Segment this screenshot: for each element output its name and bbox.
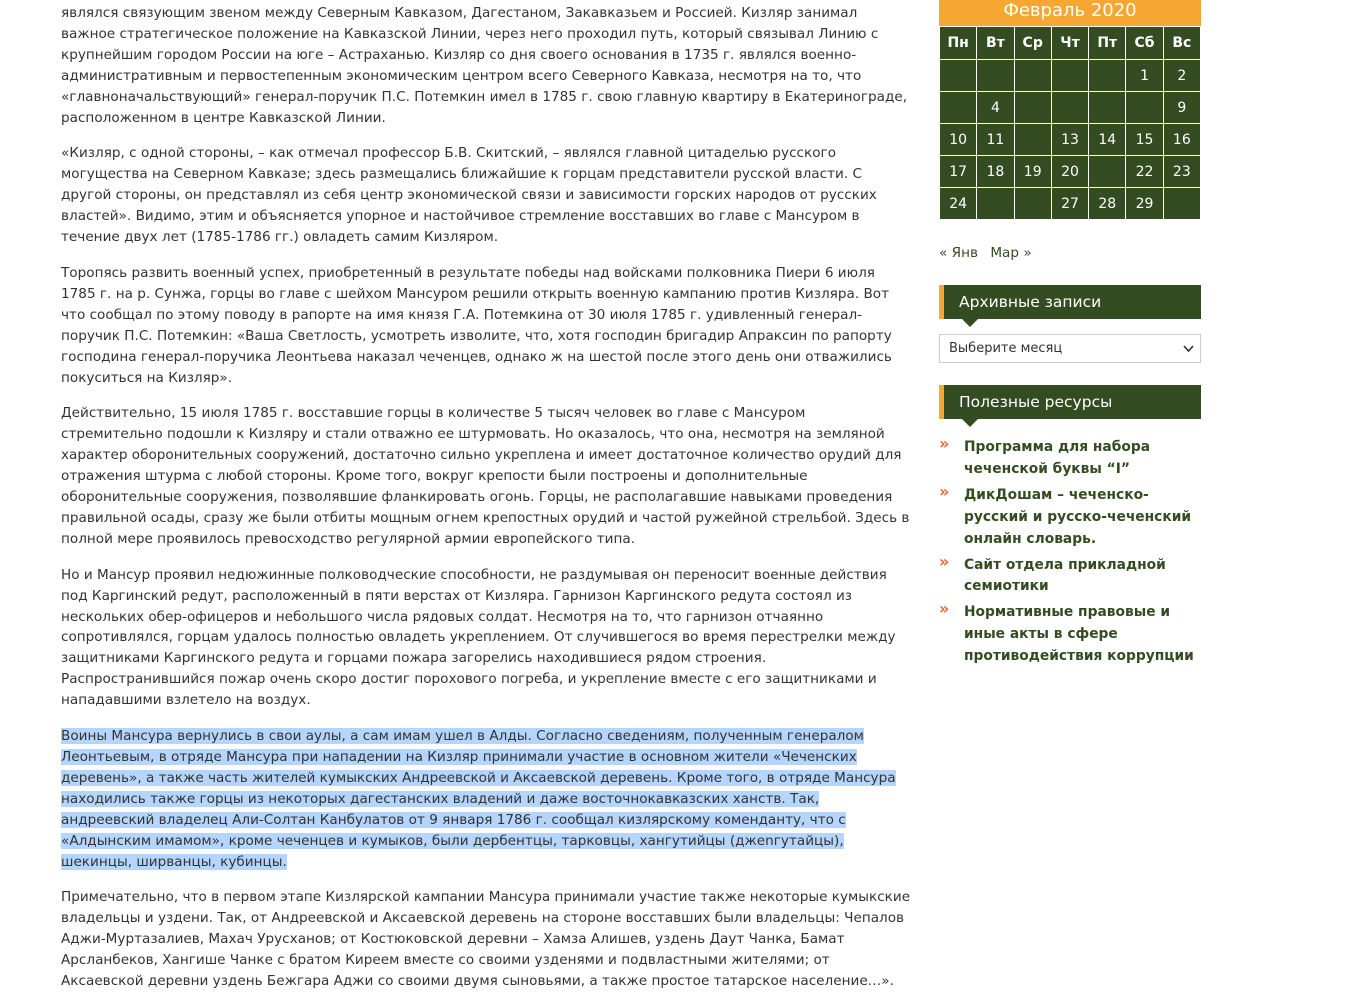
calendar-week (940, 156, 1201, 188)
calendar-day: 19 (1014, 156, 1051, 188)
calendar-day (940, 92, 977, 124)
calendar-day (1051, 60, 1088, 92)
selected-text[interactable]: Воины Мансура вернулись в свои аулы, а сам имам ушел в Алды. Согласно сведениям, полученным генералом Леонтьевым, в отряде Мансура при нападении на Кизляр принимали участие в основном жители «Чеченских деревень», а также часть жителей кумыкских Андреевской и Аксаевской деревень. Кроме того, в отряде Мансура находились также горцы из некоторых дагестанских владений и даже восточнокавказских ханств. Так, андреевский владелец Али-Солтан Канбулатов от 9 января 1786 г. сообщал кизлярскому коменданту, что с «Алдынским имамом», кроме чеченцев и кумыков, были дербентцы, тарковцы, хангутийцы (джenгутайцы), шекинцы, ширванцы, кубинцы. (61, 728, 896, 870)
calendar-day: 4 (977, 92, 1014, 124)
calendar-day (1089, 156, 1126, 188)
calendar-day (977, 60, 1014, 92)
calendar-day: 23 (1163, 156, 1200, 188)
calendar-day (1051, 92, 1088, 124)
weekday-header: Чт (1051, 27, 1088, 60)
double-chevron-right-icon: » (939, 434, 950, 453)
calendar-day: 13 (1051, 124, 1088, 156)
calendar-next-link[interactable]: Мар » (990, 245, 1032, 261)
calendar-day (940, 60, 977, 92)
calendar-day: 24 (940, 188, 977, 220)
weekday-header: Вс (1163, 27, 1200, 60)
calendar-day: 29 (1126, 188, 1163, 220)
calendar-day: 17 (940, 156, 977, 188)
calendar-week (940, 92, 1201, 124)
resources-widget-title: Полезные ресурсы (939, 385, 1201, 419)
calendar-day: 18 (977, 156, 1014, 188)
calendar-day (977, 188, 1014, 220)
calendar-day (1014, 188, 1051, 220)
calendar-nav (939, 245, 1040, 261)
calendar-day: 20 (1051, 156, 1088, 188)
selected-paragraph[interactable] (61, 726, 911, 872)
calendar-day (1126, 92, 1163, 124)
weekday-header: Сб (1126, 27, 1163, 60)
calendar-day: 14 (1089, 124, 1126, 156)
calendar-caption: Февраль 2020 (939, 0, 1201, 26)
calendar-day: 2 (1163, 60, 1200, 92)
weekday-header: Пт (1089, 27, 1126, 60)
calendar-day: 28 (1089, 188, 1126, 220)
article-paragraph: Но и Мансур проявил недюжинные полководческие способности, не раздумывая он переносит военные действия под Каргинский редут, расположенный в пяти верстах от Кизляра. Гарнизон Каргинского редута состоял из нескольких обер-офицеров и небольшого числа рядовых солдат. Несмотря на то, что гарнизон отчаянно сопротивлялся, горцам удалось полностью овладеть укреплением. От случившегося во время перестрелки между защитниками Каргинского редута и горцами пожара загорелись находившиеся рядом строения. Распространившийся пожар очень скоро достиг порохового погреба, и укрепление вместе с его защитниками и нападавшими взлетело на воздух. (61, 566, 896, 709)
weekday-header: Вт (977, 27, 1014, 60)
double-chevron-right-icon: » (939, 551, 950, 571)
calendar-day (1014, 124, 1051, 156)
archive-select-value: Выберите месяц (949, 341, 1063, 356)
resource-item (939, 436, 1201, 480)
calendar-day: 15 (1126, 124, 1163, 156)
resource-link[interactable]: Программа для набора чеченской буквы “I” (964, 439, 1151, 477)
article-body (61, 0, 911, 1007)
weekday-header: Ср (1014, 27, 1051, 60)
calendar-day: 22 (1126, 156, 1163, 188)
calendar-day (1014, 60, 1051, 92)
calendar-widget (939, 0, 1201, 220)
archive-widget-title: Архивные записи (939, 285, 1201, 319)
resource-link[interactable]: ДикДошам – чеченско-русский и русско-чеченский онлайн словарь. (964, 486, 1192, 547)
calendar-day: 27 (1051, 188, 1088, 220)
calendar-week (940, 188, 1201, 220)
double-chevron-right-icon: » (939, 599, 950, 619)
calendar-week (940, 60, 1201, 92)
calendar-day: 16 (1163, 124, 1200, 156)
article-paragraph: Примечательно, что в первом этапе Кизлярской кампании Мансура принимали участие также некоторые кумыкские владельцы и уздени. Так, от Андреевской и Аксаевской деревень на стороне восставших были владельцы: Чепалов Аджи-Муртазалиев, Махач Урусханов; от Костюковской деревни – Хамза Алишев, уздень Даут Чанка, Бамат Арсланбеков, Хангише Чанке с братом Киреем вместе со своими узденями и подвластными жителями; от Аксаевской деревни уздень Бежгара Аджи со своими двумя сыновьями, а также простое татарское население…». (61, 889, 911, 990)
article-paragraph: являлся связующим звеном между Северным Кавказом, Дагестаном, Закавказьем и Россией. Кизляр занимал важное стратегическое положение на Кавказской Линии, через него проходил путь, который связывал Линию с крупнейшим городом России на юге – Астраханью. Кизляр со дня своего основания в 1735 г. являлся военно-административным и первостепенным экономическим центром всего Северного Кавказа, несмотря на то, что «главноначальствующий» генерал-поручик П.С. Потемкин имел в 1785 г. свою главную квартиру в Екатеринограде, расположенном в центре Кавказской Линии. (61, 5, 908, 126)
double-chevron-right-icon: » (939, 481, 950, 501)
resource-link[interactable]: Сайт отдела прикладной семиотики (964, 556, 1166, 595)
calendar-day: 11 (977, 124, 1014, 156)
resources-list (939, 436, 1201, 671)
calendar-day (1089, 60, 1126, 92)
calendar-day: 1 (1126, 60, 1163, 92)
resource-item (939, 601, 1201, 667)
resource-item (939, 551, 1201, 598)
calendar-day: 10 (940, 124, 977, 156)
archive-month-select[interactable] (939, 334, 1201, 363)
chevron-down-icon (1183, 335, 1194, 372)
calendar-week (940, 124, 1201, 156)
calendar-day (1163, 188, 1200, 220)
calendar-day (1089, 92, 1126, 124)
article-paragraph: Торопясь развить военный успех, приобретенный в результате победы над войсками полковника Пиери 6 июля 1785 г. на р. Сунжа, горцы во главе с шейхом Мансуром решили открыть военную кампанию против Кизляра. Вот что сообщал по этому поводу в рапорте на имя князя Г.А. Потемкина от 30 июля 1785 г. удивленный генерал-поручик П.С. Потемкин: «Ваша Светлость, усмотреть изволите, что, хотя господин бригадир Апраксин по рапорту господина генерал-поручика Леонтьева наказал чеченцев, однако ж на шестой после этого день они отважились покуситься на Кизляр». (61, 264, 892, 386)
resource-link[interactable]: Нормативные правовые и иные акты в сфере противодействия коррупции (964, 604, 1194, 665)
article-paragraph: «Кизляр, с одной стороны, – как отмечал профессор Б.В. Скитский, – являлся главной цитаделью русского могущества на Северном Кавказе; здесь размещались ближайшие к горцам представители русской власти. С другой стороны, он представлял из себя центр экономической связи и зависимости горских народов от русских властей». Видимо, этим и объясняется упорное и настойчивое стремление восставших во главе с Мансуром в течение двух лет (1785-1786 гг.) овладеть самим Кизляром. (61, 145, 877, 246)
article-paragraph: Действительно, 15 июля 1785 г. восставшие горцы в количестве 5 тысяч человек во главе с Мансуром стремительно подошли к Кизляру и стали отважно ее штурмовать. Но оказалось, что она, несмотря на земляной характер оборонительных сооружений, достаточно сильно укреплена и имеет достаточное количество орудий для отражения штурма с любой стороны. Кроме того, вокруг крепости были построены и дополнительные оборонительные сооружения, позволявшие фланкировать огонь. Горцы, не располагавшие навыками проведения правильной осады, сразу же были отбиты мощным огнем крепостных орудий и частой ружейной стрельбой. Здесь в полной мере проявилось превосходство регулярной армии европейского типа. (61, 405, 910, 547)
weekday-header: Пн (940, 27, 977, 60)
calendar-prev-link[interactable]: « Янв (939, 245, 978, 261)
calendar-table (939, 26, 1201, 220)
resource-item (939, 481, 1201, 550)
calendar-day: 9 (1163, 92, 1200, 124)
calendar-day (1014, 92, 1051, 124)
